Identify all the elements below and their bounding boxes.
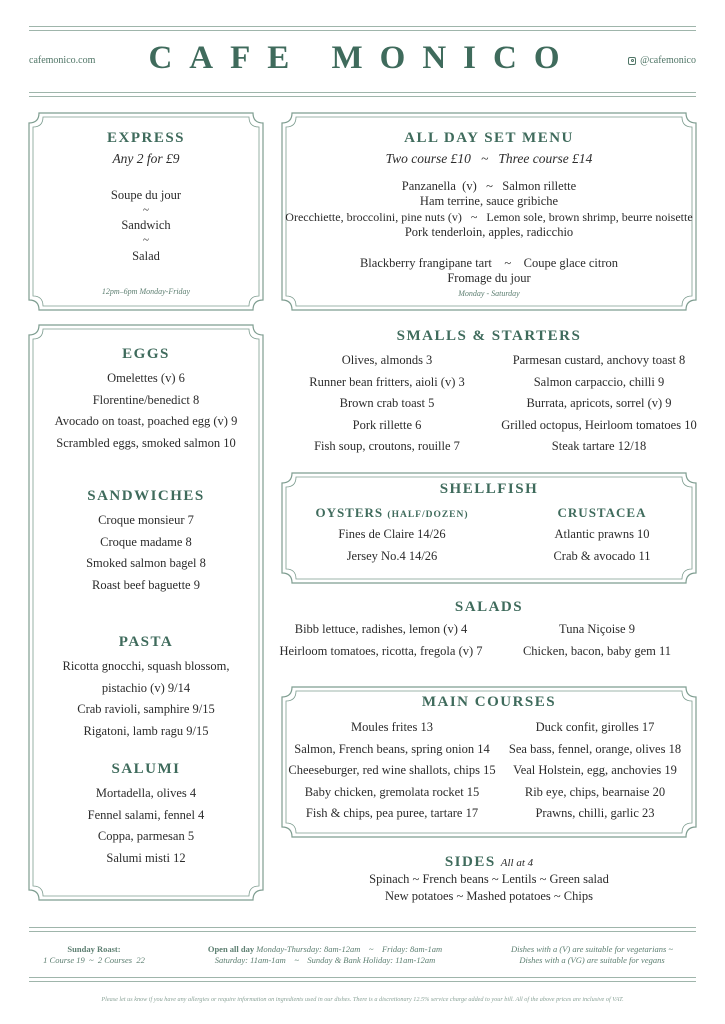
instagram-label: @cafemonico [640,55,696,66]
list-item: Avocado on toast, poached egg (v) 9 [54,414,238,428]
mains-right-list [490,717,700,825]
list-item: Runner bean fritters, aioli (v) 3 [309,374,465,389]
sides-line-1: Spinach ~ French beans ~ Lentils ~ Green salad [369,872,609,886]
sunday-roast-info [29,944,159,966]
list-item: Rib eye, chips, bearnaise 20 [524,784,666,799]
eggs-title: EGGS [122,346,170,362]
salads-title: SALADS [454,599,524,615]
set-menu-line-1: Panzanella (v) ~ Salmon rillette [401,179,577,193]
list-item: Jersey No.4 14/26 [346,548,438,563]
salads-left-list [276,619,486,662]
hours-line-2: Saturday: 11am-1am ~ Sunday & Bank Holiday: 11am-12am [214,955,436,965]
set-menu-line-3: Orecchiette, broccolini, pine nuts (v) ~ Lemon sole, brown shrimp, beurre noisette [285,210,693,224]
mains-title: MAIN COURSES [421,694,557,710]
mains-panel [282,687,696,837]
list-item: Crab ravioli, samphire 9/15 [77,702,215,716]
list-item: Brown crab toast 5 [339,396,435,410]
list-item: Heirloom tomatoes, ricotta, fregola (v) 7 [279,643,483,658]
sandwiches-list [29,510,263,596]
list-item: Cheeseburger, red wine shallots, chips 15 [288,763,496,777]
set-menu-subtitle: Two course £10 ~ Three course £14 [385,151,593,166]
list-item: Sea bass, fennel, orange, olives 18 [508,741,682,756]
list-item: Parmesan custard, anchovy toast 8 [512,353,686,367]
express-item-sandwich: Sandwich [121,218,171,232]
smalls-title: SMALLS & STARTERS [396,328,582,344]
smalls-right-list [494,350,704,458]
list-item: Crab & avocado 11 [553,548,651,563]
sides-title: SIDES [444,854,496,870]
express-item-salad: Salad [132,249,160,263]
list-item: Smoked salmon bagel 8 [86,556,206,570]
header-rule-1 [29,92,696,93]
set-menu-line-6: Fromage du jour [447,271,531,285]
list-item: Duck confit, girolles 17 [535,720,655,734]
oysters-title [282,505,502,521]
list-item: Salmon, French beans, spring onion 14 [294,741,490,756]
open-weekday-hours: Monday-Thursday: 8am-12am ~ Friday: 8am-1am [256,944,443,954]
list-item: Veal Holstein, egg, anchovies 19 [513,763,677,777]
footer-rule-4 [29,981,696,982]
list-item: Croque monsieur 7 [98,513,194,527]
list-item: Mortadella, olives 4 [95,786,197,800]
footer-rule-2 [29,931,696,932]
list-item: Roast beef baguette 9 [92,577,200,592]
list-item: pistachio (v) 9/14 [101,680,191,695]
list-item: Burrata, apricots, sorrel (v) 9 [526,396,672,410]
diet-line-2: Dishes with a (VG) are suitable for vegans [519,955,665,965]
dietary-info [488,944,696,966]
smalls-left-list [282,350,492,458]
express-subtitle: Any 2 for £9 [112,151,180,166]
list-item: Steak tartare 12/18 [551,439,647,453]
open-title: Open all day [207,944,255,954]
sides-line-2: New potatoes ~ Mashed potatoes ~ Chips [385,889,593,903]
roast-prices: 1 Course 19 ~ 2 Courses 22 [43,955,145,965]
oysters-list [282,524,502,567]
list-item: Pork rillette 6 [352,417,422,432]
express-item-soup: Soupe du jour [110,188,182,202]
set-menu-line-5: Blackberry frangipane tart ~ Coupe glace citron [359,256,619,270]
list-item: Grilled octopus, Heirloom tomatoes 10 [501,417,697,432]
salumi-title: SALUMI [111,761,181,777]
list-item: Omelettes (v) 6 [107,371,185,385]
oysters-sublabel: (HALF/DOZEN) [387,510,469,520]
list-item: Olives, almonds 3 [341,353,433,367]
list-item: Chicken, bacon, baby gem 11 [522,643,672,658]
roast-title: Sunday Roast: [67,944,121,954]
oysters-label: OYSTERS [315,505,384,520]
list-item: Prawns, chilli, garlic 23 [535,806,655,820]
footer-rule-3 [29,977,696,978]
top-rule-1 [29,26,696,27]
allergy-disclaimer: Please let us know if you have any allergies or require information on ingredients used in our dishes. There is a discretionary 12.5% service charge added to your bill. All of the above prices are inclusive of VAT. [101,996,624,1003]
instagram-handle[interactable] [628,55,696,66]
header-rule-2 [29,96,696,97]
crustacea-title: CRUSTACEA [557,505,647,520]
list-item: Fennel salami, fennel 4 [87,807,205,822]
hours-line-1 [180,944,470,955]
express-separator-1: ~ [143,204,149,216]
instagram-icon [628,57,636,65]
eggs-list [29,368,263,454]
shellfish-title: SHELLFISH [439,481,539,497]
salads-right-list [492,619,702,662]
list-item: Florentine/benedict 8 [92,392,200,407]
list-item: Bibb lettuce, radishes, lemon (v) 4 [294,622,468,636]
list-item: Baby chicken, gremolata rocket 15 [304,784,480,799]
set-menu-line-4: Pork tenderloin, apples, radicchio [404,225,574,239]
set-menu-title: ALL DAY SET MENU [404,130,574,146]
list-item: Moules frites 13 [351,720,433,734]
footer-rule-1 [29,927,696,928]
list-item: Salmon carpaccio, chilli 9 [533,374,665,389]
express-title: EXPRESS [106,130,186,146]
sandwiches-title: SANDWICHES [87,488,205,504]
shellfish-panel [282,473,696,583]
mains-left-list [282,717,502,825]
list-item: Fish & chips, pea puree, tartare 17 [305,806,479,820]
list-item: Ricotta gnocchi, squash blossom, [62,659,230,673]
restaurant-title: CAFE MONICO [148,40,577,76]
list-item: Tuna Niçoise 9 [559,622,635,636]
list-item: Croque madame 8 [100,534,192,549]
express-hours: 12pm–6pm Monday-Friday [101,287,191,296]
pasta-list [29,656,263,742]
opening-hours [180,944,470,966]
website-link[interactable]: cafemonico.com [29,55,96,66]
list-item: Salumi misti 12 [106,850,186,865]
top-rule-2 [29,30,696,31]
crustacea-list [492,524,712,567]
set-menu-panel [282,113,696,310]
list-item: Coppa, parmesan 5 [97,829,195,843]
left-menu-panel [29,325,263,900]
set-menu-days: Monday - Saturday [458,289,520,298]
list-item: Scrambled eggs, smoked salmon 10 [56,435,236,450]
set-menu-line-2: Ham terrine, sauce gribiche [419,194,559,208]
express-separator-2: ~ [143,234,149,246]
list-item: Fish soup, croutons, rouille 7 [314,439,460,453]
pasta-title: PASTA [118,634,174,650]
list-item: Atlantic prawns 10 [554,527,650,541]
list-item: Fines de Claire 14/26 [338,527,446,541]
list-item: Rigatoni, lamb ragu 9/15 [83,723,209,738]
express-panel [29,113,263,310]
sides-heading [282,851,696,871]
sides-price: All at 4 [500,857,534,869]
diet-line-1: Dishes with a (V) are suitable for vegetarians ~ [511,944,673,954]
salumi-list [29,783,263,869]
